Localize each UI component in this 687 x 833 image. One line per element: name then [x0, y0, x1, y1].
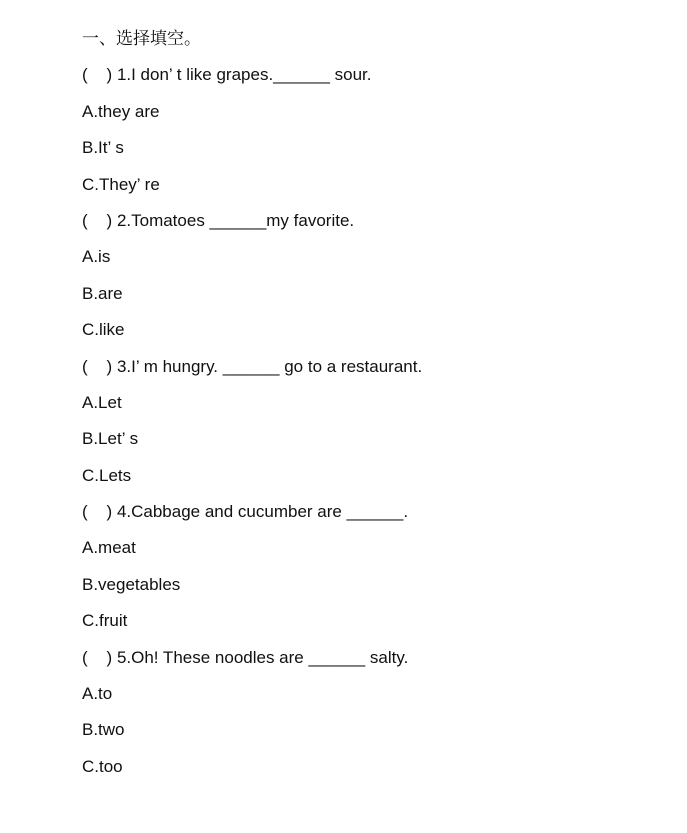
- question-5-option-c: C.too: [82, 756, 123, 776]
- question-1-option-b: B.It’ s: [82, 138, 124, 158]
- question-3-option-a: A.Let: [82, 392, 122, 412]
- question-2-stem: ( ) 2.Tomatoes ______my favorite.: [82, 210, 355, 230]
- question-4-option-c: C.fruit: [82, 611, 128, 631]
- question-2-option-a: A.is: [82, 247, 111, 267]
- question-3-option-b: B.Let’ s: [82, 429, 139, 449]
- question-1-option-c: C.They’ re: [82, 174, 160, 194]
- worksheet-page: [82, 26, 662, 790]
- question-3-option-c: C.Lets: [82, 465, 132, 485]
- question-5-option-b: B.two: [82, 720, 125, 740]
- question-4-option-b: B.vegetables: [82, 574, 181, 594]
- question-2-option-b: B.are: [82, 283, 123, 303]
- question-1-option-a: A.they are: [82, 101, 160, 121]
- question-3-stem: ( ) 3.I’ m hungry. ______ go to a restaurant.: [82, 356, 423, 376]
- section-title: 一、选择填空。: [82, 29, 201, 48]
- question-4-stem: ( ) 4.Cabbage and cucumber are ______.: [82, 502, 409, 522]
- question-5-option-a: A.to: [82, 684, 113, 704]
- question-2-option-c: C.like: [82, 320, 125, 340]
- question-1-stem: ( ) 1.I don’ t like grapes.______ sour.: [82, 65, 372, 85]
- question-4-option-a: A.meat: [82, 538, 136, 558]
- question-5-stem: ( ) 5.Oh! These noodles are ______ salty.: [82, 647, 409, 667]
